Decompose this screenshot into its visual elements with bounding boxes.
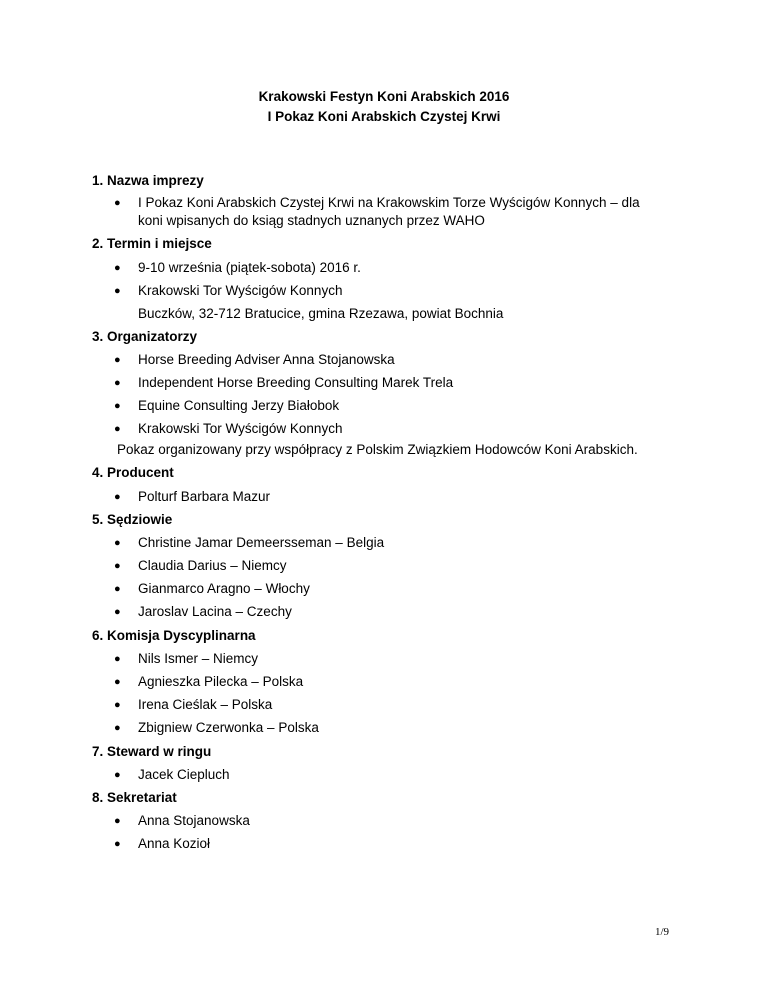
list-item-text: Irena Cieślak – Polska bbox=[138, 697, 273, 712]
bullet-icon: ● bbox=[114, 653, 121, 665]
list-item-text: Anna Stojanowska bbox=[138, 813, 250, 828]
list-item-text: Horse Breeding Adviser Anna Stojanowska bbox=[138, 352, 395, 367]
bullet-icon: ● bbox=[114, 699, 121, 711]
section-heading-producent: 4. Producent bbox=[92, 465, 174, 480]
bullet-icon: ● bbox=[114, 606, 121, 618]
section-heading-nazwa-imprezy: 1. Nazwa imprezy bbox=[92, 173, 204, 188]
list-item-text: Jacek Ciepluch bbox=[138, 767, 230, 782]
document-subtitle: I Pokaz Koni Arabskich Czystej Krwi bbox=[267, 109, 501, 124]
bullet-icon: ● bbox=[114, 769, 121, 781]
section-heading-steward-w-ringu: 7. Steward w ringu bbox=[92, 744, 212, 759]
list-item-continuation: koni wpisanych do ksiąg stadnych uznanych przez WAHO bbox=[138, 213, 485, 228]
bullet-icon: ● bbox=[114, 377, 121, 389]
list-item-text: Krakowski Tor Wyścigów Konnych bbox=[138, 283, 343, 298]
list-item-text: Independent Horse Breeding Consulting Marek Trela bbox=[138, 375, 454, 390]
bullet-icon: ● bbox=[114, 491, 121, 503]
section-heading-sedziowie: 5. Sędziowie bbox=[92, 512, 173, 527]
list-item-text: I Pokaz Koni Arabskich Czystej Krwi na Krakowskim Torze Wyścigów Konnych – dla bbox=[138, 195, 640, 210]
cooperation-note: Pokaz organizowany przy współpracy z Polskim Związkiem Hodowców Koni Arabskich. bbox=[117, 442, 638, 457]
bullet-icon: ● bbox=[114, 400, 121, 412]
section-heading-komisja-dyscyplinarna: 6. Komisja Dyscyplinarna bbox=[92, 628, 256, 643]
bullet-icon: ● bbox=[114, 262, 121, 274]
section-heading-termin-i-miejsce: 2. Termin i miejsce bbox=[92, 236, 212, 251]
document-title: Krakowski Festyn Koni Arabskich 2016 bbox=[258, 89, 510, 104]
bullet-icon: ● bbox=[114, 197, 121, 209]
bullet-icon: ● bbox=[114, 285, 121, 297]
list-item-text: Agnieszka Pilecka – Polska bbox=[138, 674, 304, 689]
list-item-text: Zbigniew Czerwonka – Polska bbox=[138, 720, 319, 735]
list-item-text: 9-10 września (piątek-sobota) 2016 r. bbox=[138, 260, 361, 275]
list-item-text: Claudia Darius – Niemcy bbox=[138, 558, 287, 573]
list-item-text: Jaroslav Lacina – Czechy bbox=[138, 604, 292, 619]
bullet-icon: ● bbox=[114, 560, 121, 572]
bullet-icon: ● bbox=[114, 423, 121, 435]
list-item-text: Anna Kozioł bbox=[138, 836, 211, 851]
bullet-icon: ● bbox=[114, 537, 121, 549]
section-heading-sekretariat: 8. Sekretariat bbox=[92, 790, 177, 805]
address-text: Buczków, 32-712 Bratucice, gmina Rzezawa, powiat Bochnia bbox=[138, 306, 504, 321]
bullet-icon: ● bbox=[114, 722, 121, 734]
list-item-text: Krakowski Tor Wyścigów Konnych bbox=[138, 421, 343, 436]
list-item-text: Polturf Barbara Mazur bbox=[138, 489, 271, 504]
bullet-icon: ● bbox=[114, 838, 121, 850]
bullet-icon: ● bbox=[114, 354, 121, 366]
bullet-icon: ● bbox=[114, 815, 121, 827]
list-item-text: Nils Ismer – Niemcy bbox=[138, 651, 259, 666]
list-item-text: Equine Consulting Jerzy Białobok bbox=[138, 398, 340, 413]
page-number: 1/9 bbox=[655, 926, 670, 938]
bullet-icon: ● bbox=[114, 583, 121, 595]
list-item-text: Christine Jamar Demeersseman – Belgia bbox=[138, 535, 385, 550]
list-item-text: Gianmarco Aragno – Włochy bbox=[138, 581, 310, 596]
bullet-icon: ● bbox=[114, 676, 121, 688]
section-heading-organizatorzy: 3. Organizatorzy bbox=[92, 329, 198, 344]
